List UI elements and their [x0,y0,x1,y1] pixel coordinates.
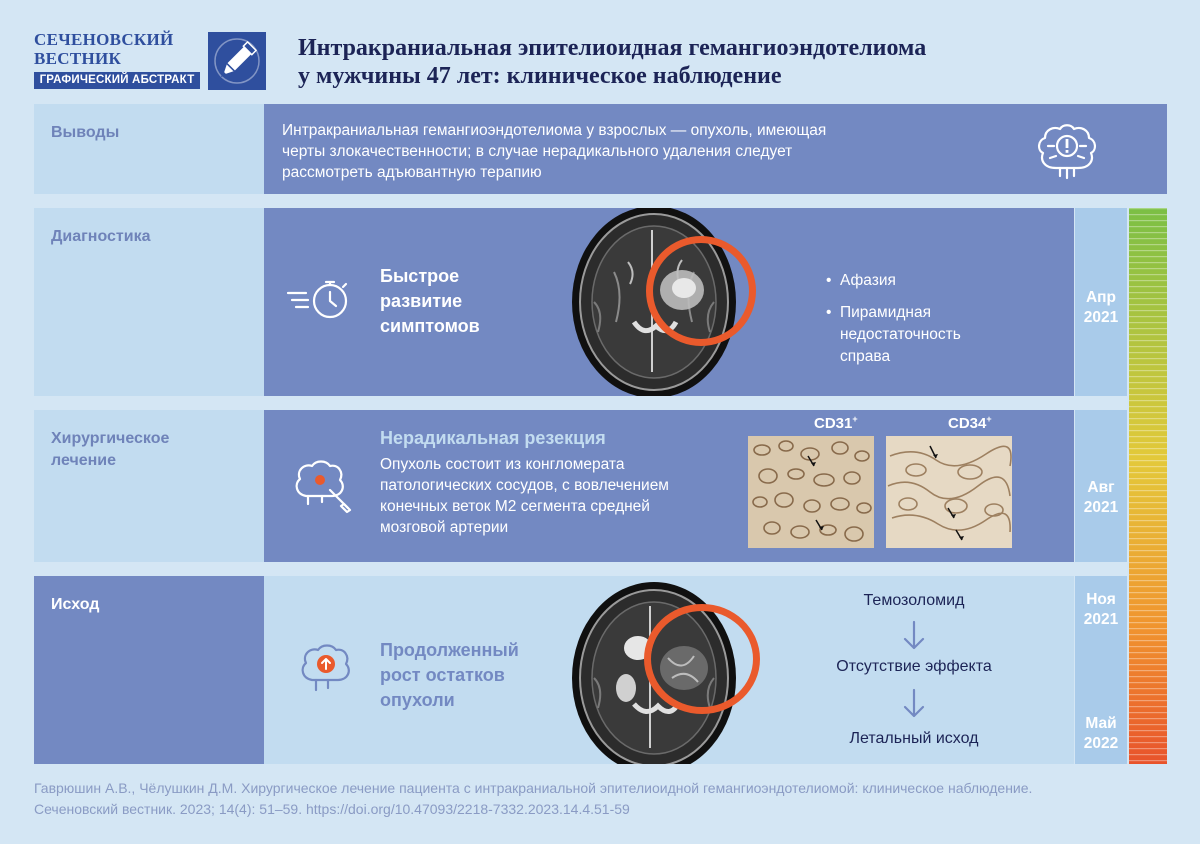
surgery-panel [264,410,1074,562]
title-line-1: Интракраниальная эпителиоидная гемангиоэндотелиома [298,35,927,61]
page-title [298,34,1178,90]
surgery-text [380,454,740,538]
conclusions-text-line-2: черты злокачественности; в случае нерадикального удаления следует [282,143,793,160]
logo-subtitle: ГРАФИЧЕСКИЙ АБСТРАКТ [34,72,200,89]
logo-text [34,30,202,68]
conclusions-row [34,104,1167,194]
stopwatch-icon [286,276,356,322]
pencil-icon [208,32,266,90]
tumor-residual-ring [644,604,760,714]
surgery-text-line-3: конечных веток М2 сегмента средней [380,498,650,515]
flow-step-lethal-outcome: Летальный исход [849,730,979,747]
symptom-pyramidal-line-2: недостаточность [840,326,961,343]
stain-name-cd34: CD34 [948,415,987,432]
surgery-label-line-1: Хирургическое [51,430,170,447]
outcome-heading [380,638,519,713]
symptom-pyramidal-line-1: • Пирамидная [840,304,931,321]
conclusions-label: Выводы [34,104,264,194]
arrow-down-icon [902,688,926,720]
conclusions-panel [264,104,1167,194]
surgery-text-line-1: Опухоль состоит из конгломерата [380,456,625,473]
symptom-item [826,270,1026,292]
surgery-label [34,410,264,562]
outcome-panel [264,576,1074,764]
stain-label-cd34 [948,414,992,432]
surgery-text-line-4: мозговой артерии [380,519,509,536]
diagnostics-panel [264,208,1074,396]
timeline-date-aug-2021 [1075,478,1127,518]
outcome-heading-line-3: опухоли [380,690,455,710]
logo-line-1: СЕЧЕНОВСКИЙ [34,30,174,49]
timeline-month: Апр [1085,289,1117,306]
flow-step-temozolomide: Темозоломид [863,592,965,609]
outcome-label: Исход [34,576,264,764]
flow-step-no-effect: Отсутствие эффекта [836,658,992,675]
stain-sup-cd34: + [986,414,992,424]
surgery-label-line-2: лечение [51,452,117,469]
conclusions-text-line-3: рассмотреть адъювантную терапию [282,164,542,181]
timeline-gradient-bar [1129,208,1167,764]
diagnostics-heading-line-3: симптомов [380,316,480,336]
diagnostics-heading-line-1: Быстрое [380,266,460,286]
timeline-year: 2021 [1083,309,1119,326]
diagnostics-heading [380,264,480,339]
journal-logo [34,30,266,90]
symptom-item [826,302,1026,368]
citation [34,778,1164,820]
conclusions-text [282,120,922,183]
surgery-row [34,410,1167,562]
timeline-month: Авг [1087,479,1115,496]
diagnostics-label: Диагностика [34,208,264,396]
stain-sup-cd31: + [852,414,858,424]
timeline-date-nov-2021 [1075,590,1127,630]
stain-label-cd31 [814,414,858,432]
diagnostics-heading-line-2: развитие [380,291,463,311]
logo-badge [208,32,266,90]
citation-line-2: Сеченовский вестник. 2023; 14(4): 51–59. https://doi.org/10.47093/2218-7332.2023.14.4.51-59 [34,801,630,817]
outcome-heading-line-1: Продолженный [380,640,519,660]
brain-scalpel-icon [292,458,354,514]
logo-line-2: ВЕСТНИК [34,49,122,68]
diagnostics-row [34,208,1167,396]
brain-growth-icon [298,642,356,696]
symptoms-list [826,270,1026,378]
timeline-year: 2021 [1083,499,1119,516]
stain-name-cd31: CD31 [814,415,853,432]
timeline-year: 2021 [1083,611,1119,628]
symptom-aphasia: Афазия [840,272,896,289]
tumor-highlight-ring [646,236,756,346]
title-line-2: у мужчины 47 лет: клиническое наблюдение [298,63,782,89]
timeline-date-may-2022 [1075,714,1127,754]
timeline-year: 2022 [1083,735,1119,752]
timeline-date-apr-2021 [1075,288,1127,328]
symptom-pyramidal-line-3: справа [840,348,891,365]
conclusions-text-line-1: Интракраниальная гемангиоэндотелиома у взрослых — опухоль, имеющая [282,122,827,139]
histology-image-cd34 [886,436,1012,548]
surgery-heading: Нерадикальная резекция [380,428,606,448]
outcome-row [34,576,1167,764]
surgery-text-line-2: патологических сосудов, с вовлечением [380,477,669,494]
citation-line-1: Гаврюшин А.В., Чёлушкин Д.М. Хирургическое лечение пациента с интракраниальной эпителиоидной гемангиоэндотелиомой: клиническое наблюдение. [34,780,1033,796]
timeline-month: Ноя [1086,591,1116,608]
outcome-heading-line-2: рост остатков [380,665,505,685]
timeline-month: Май [1085,715,1117,732]
arrow-down-icon [902,620,926,652]
brain-alert-icon [1034,120,1100,180]
histology-image-cd31 [748,436,874,548]
